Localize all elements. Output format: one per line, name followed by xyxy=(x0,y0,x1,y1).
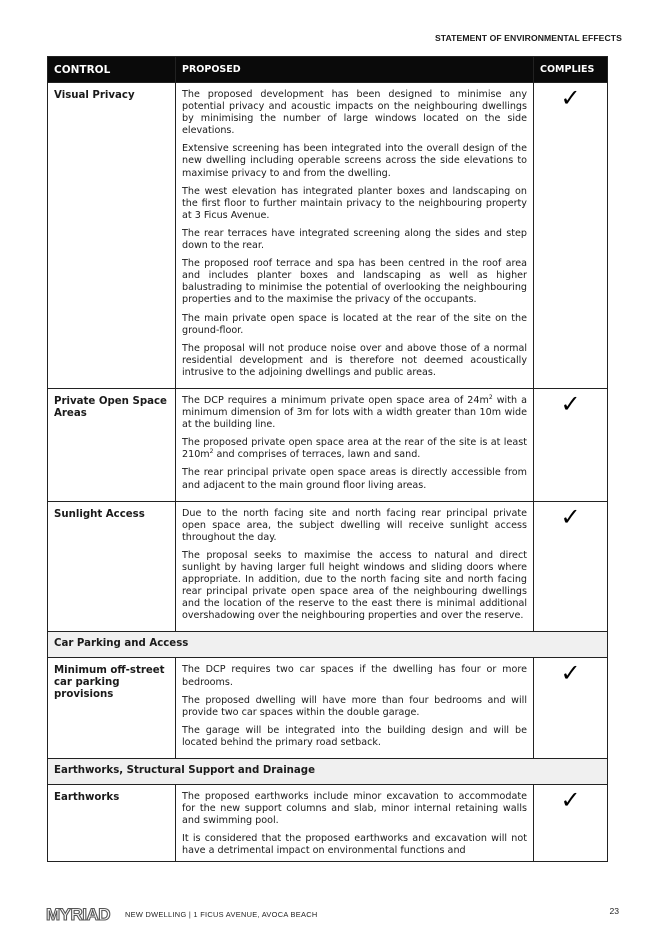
checkmark-icon: ✓ xyxy=(560,502,581,531)
proposed-paragraph: The proposed dwelling will have more than four bedrooms and will provide two car spaces within the double garage. xyxy=(182,694,527,718)
checkmark-icon: ✓ xyxy=(560,84,581,112)
table-row xyxy=(48,785,608,861)
section-heading: Earthworks, Structural Support and Drainage xyxy=(48,759,608,785)
proposed-paragraph: The main private open space is located at the rear of the site on the ground-floor. xyxy=(182,312,527,336)
complies-cell xyxy=(534,658,608,759)
proposed-paragraph: The DCP requires a minimum private open space area of $24m^2$ with a minimum dimension of 3m for lots with a width greater than 10m wide at the building line. xyxy=(182,393,527,431)
complies-cell xyxy=(534,501,608,632)
proposed-paragraph: The garage will be integrated into the building design and will be located behind the primary road setback. xyxy=(182,724,527,748)
controls-table xyxy=(47,56,608,862)
proposed-paragraph: The proposed development has been designed to minimise any potential privacy and acoustic impacts on the neighbouring dwellings by minimising the number of large windows located on the side elevations. xyxy=(182,89,527,137)
table-row xyxy=(48,658,608,759)
table-row xyxy=(48,388,608,501)
proposed-cell xyxy=(176,501,534,632)
control-name: Visual Privacy xyxy=(48,83,176,389)
svg-text:MYRIAD: MYRIAD xyxy=(46,906,111,922)
section-row xyxy=(48,759,608,785)
proposed-paragraph: The rear principal private open space areas is directly accessible from and adjacent to the main ground floor living areas. xyxy=(182,467,527,491)
section-row xyxy=(48,632,608,658)
control-name: Earthworks xyxy=(48,785,176,861)
column-header-complies: COMPLIES xyxy=(534,57,608,83)
proposed-paragraph: It is considered that the proposed earthworks and excavation will not have a detrimental impact on environmental functions and xyxy=(182,833,527,857)
proposed-paragraph: The proposal seeks to maximise the access to natural and direct sunlight by having larger full height windows and sliding doors where appropriate. In addition, due to the north facing site and north facing rear principal private open space area of the neighbouring dwellings and the location of the reserve to the east there is minimal additional overshadowing over the neighbouring properties and over the reserve. xyxy=(182,549,527,622)
section-heading: Car Parking and Access xyxy=(48,632,608,658)
checkmark-icon: ✓ xyxy=(560,659,581,688)
column-header-proposed: PROPOSED xyxy=(176,57,534,83)
table-header-row xyxy=(48,57,608,83)
complies-cell xyxy=(534,388,608,501)
proposed-paragraph: The proposal will not produce noise over and above those of a normal residential development and is therefore not deemed acoustically intrusive to the adjoining dwellings and public areas. xyxy=(182,342,527,378)
proposed-paragraph: The proposed private open space area at the rear of the site is at least $210m^2$ and comprises of terraces, lawn and sand. xyxy=(182,437,527,461)
proposed-paragraph: The rear terraces have integrated screening along the sides and step down to the rear. xyxy=(182,227,527,252)
checkmark-icon: ✓ xyxy=(560,786,581,815)
proposed-paragraph: The DCP requires two car spaces if the dwelling has four or more bedrooms. xyxy=(182,664,527,688)
proposed-paragraph: The west elevation has integrated planter boxes and landscaping on the first floor to further maintain privacy to the neighbouring property at 3 Ficus Avenue. xyxy=(182,185,527,221)
proposed-cell xyxy=(176,658,534,759)
complies-cell xyxy=(534,785,608,861)
proposed-cell xyxy=(176,785,534,861)
proposed-cell xyxy=(176,388,534,501)
control-name: Minimum off-street car parking provisions xyxy=(48,658,176,759)
myriad-logo xyxy=(46,906,114,926)
complies-cell xyxy=(534,83,608,389)
proposed-paragraph: The proposed roof terrace and spa has been centred in the roof area and includes planter boxes and landscaping as well as higher balustrading to minimise the potential of overlooking the neighbouring properties and to the maximise the privacy of the occupants. xyxy=(182,258,527,306)
footer-project-text: NEW DWELLING | 1 FICUS AVENUE, AVOCA BEACH xyxy=(125,910,318,919)
column-header-control: CONTROL xyxy=(48,57,176,83)
myriad-logo-mark xyxy=(46,906,114,922)
control-name: Sunlight Access xyxy=(48,501,176,632)
proposed-paragraph: Due to the north facing site and north facing rear principal private open space area, the subject dwelling will receive sunlight access throughout the day. xyxy=(182,507,527,543)
table-row xyxy=(48,83,608,389)
proposed-paragraph: The proposed earthworks include minor excavation to accommodate for the new support columns and slab, minor internal retaining walls and swimming pool. xyxy=(182,791,527,827)
proposed-cell xyxy=(176,83,534,389)
page-number: 23 xyxy=(609,906,619,916)
document-header-title: STATEMENT OF ENVIRONMENTAL EFFECTS xyxy=(434,33,622,43)
control-name: Private Open Space Areas xyxy=(48,388,176,501)
proposed-paragraph: Extensive screening has been integrated into the overall design of the new dwelling including operable screens across the side elevations to maximise privacy to and from the dwelling. xyxy=(182,143,527,179)
checkmark-icon: ✓ xyxy=(560,389,581,418)
table-row xyxy=(48,501,608,632)
